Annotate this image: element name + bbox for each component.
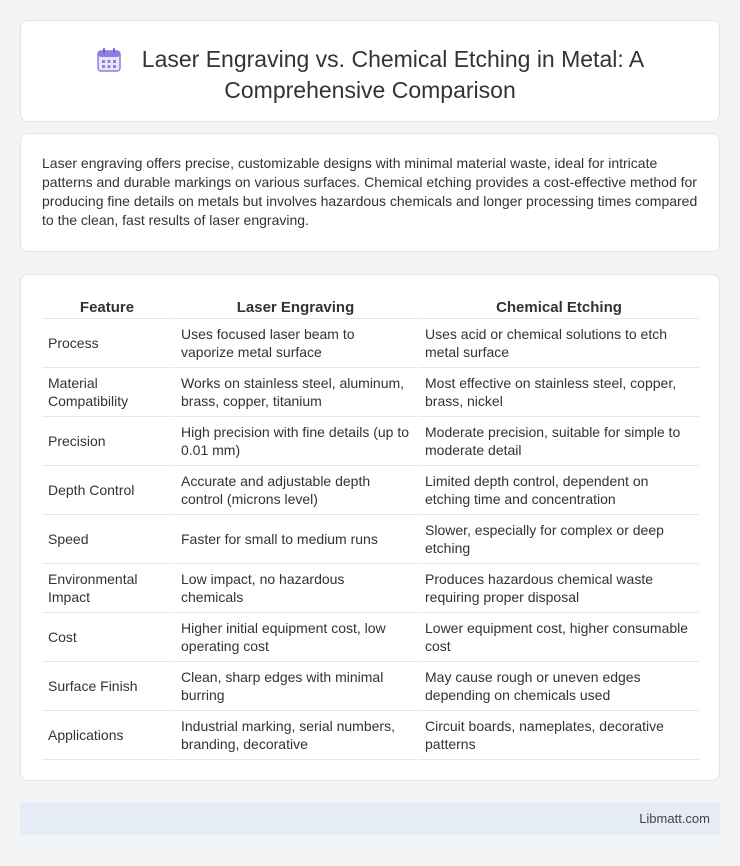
chemical-cell: Moderate precision, suitable for simple to moderate detail — [416, 417, 699, 466]
laser-cell: Uses focused laser beam to vaporize metal surface — [172, 319, 416, 368]
feature-cell: Process — [42, 319, 172, 368]
comparison-card — [20, 274, 720, 781]
table-row — [42, 417, 699, 466]
chemical-cell: Limited depth control, dependent on etching time and concentration — [416, 466, 699, 515]
footer-site-link[interactable]: Libmatt.com — [639, 811, 710, 826]
table-row — [42, 466, 699, 515]
laser-cell: Works on stainless steel, aluminum, brass, copper, titanium — [172, 368, 416, 417]
laser-cell: Accurate and adjustable depth control (microns level) — [172, 466, 416, 515]
table-row — [42, 515, 699, 564]
chemical-cell: May cause rough or uneven edges depending on chemicals used — [416, 662, 699, 711]
header-laser-engraving: Laser Engraving — [172, 295, 416, 319]
feature-cell: Cost — [42, 613, 172, 662]
table-row — [42, 613, 699, 662]
feature-cell: Environmental Impact — [42, 564, 172, 613]
chemical-cell: Slower, especially for complex or deep etching — [416, 515, 699, 564]
table-header-row — [42, 295, 699, 319]
chemical-cell: Lower equipment cost, higher consumable cost — [416, 613, 699, 662]
laser-cell: High precision with fine details (up to 0.01 mm) — [172, 417, 416, 466]
laser-cell: Low impact, no hazardous chemicals — [172, 564, 416, 613]
title-text: Laser Engraving vs. Chemical Etching in Metal: A Comprehensive Comparison — [141, 46, 645, 103]
footer-bar — [20, 802, 720, 835]
calendar-icon — [96, 47, 122, 73]
comparison-table — [42, 295, 699, 760]
chemical-cell: Circuit boards, nameplates, decorative patterns — [416, 711, 699, 760]
title-card — [20, 20, 720, 122]
intro-paragraph: Laser engraving offers precise, customizable designs with minimal material waste, ideal for intricate patterns and durable markings on various surfaces. Chemical etching provides a cost-effective method for producing fine details on metals but involves hazardous chemicals and longer processing times compared to the clean, fast results of laser engraving. — [42, 155, 698, 228]
page-title — [21, 45, 719, 104]
feature-cell: Precision — [42, 417, 172, 466]
table-row — [42, 368, 699, 417]
laser-cell: Faster for small to medium runs — [172, 515, 416, 564]
header-feature: Feature — [42, 295, 172, 319]
laser-cell: Clean, sharp edges with minimal burring — [172, 662, 416, 711]
table-row — [42, 662, 699, 711]
laser-cell: Higher initial equipment cost, low operating cost — [172, 613, 416, 662]
table-row — [42, 564, 699, 613]
intro-card — [20, 133, 720, 252]
chemical-cell: Produces hazardous chemical waste requiring proper disposal — [416, 564, 699, 613]
chemical-cell: Uses acid or chemical solutions to etch metal surface — [416, 319, 699, 368]
feature-cell: Material Compatibility — [42, 368, 172, 417]
chemical-cell: Most effective on stainless steel, copper, brass, nickel — [416, 368, 699, 417]
table-row — [42, 319, 699, 368]
feature-cell: Applications — [42, 711, 172, 760]
header-chemical-etching: Chemical Etching — [416, 295, 699, 319]
feature-cell: Depth Control — [42, 466, 172, 515]
feature-cell: Speed — [42, 515, 172, 564]
table-row — [42, 711, 699, 760]
laser-cell: Industrial marking, serial numbers, branding, decorative — [172, 711, 416, 760]
feature-cell: Surface Finish — [42, 662, 172, 711]
